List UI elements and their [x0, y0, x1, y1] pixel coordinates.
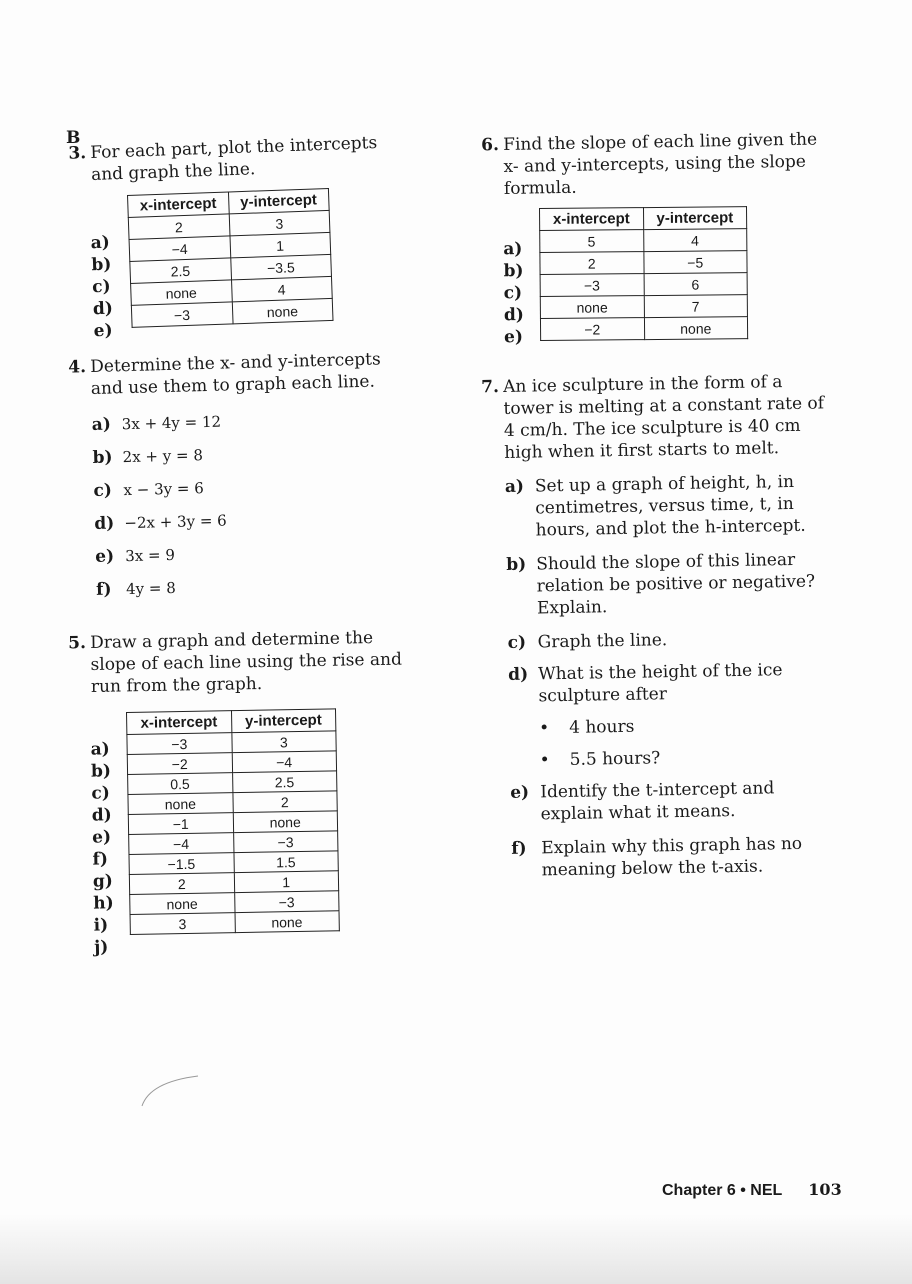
cell-x: −1	[128, 813, 233, 835]
cell-y: none	[232, 298, 333, 323]
cell-x: −1.5	[129, 853, 234, 875]
chapter-label: Chapter 6 • NEL	[662, 1182, 783, 1199]
cell-x: none	[128, 793, 233, 815]
cell-y: 3	[229, 210, 330, 235]
question-part	[505, 470, 836, 542]
question-part	[508, 658, 839, 708]
cell-y: −3.5	[230, 254, 331, 279]
cell-x: −2	[540, 318, 644, 341]
header-y: y-intercept	[231, 709, 336, 733]
part-text: What is the height of the ice sculpture after	[538, 660, 783, 707]
part-text: Should the slope of this linear relation be positive or negative? Explain.	[536, 549, 816, 619]
equation-item	[92, 406, 412, 436]
equation-item	[92, 439, 412, 469]
question-text: Determine the x- and y-intercepts and use them to graph each line.	[90, 349, 381, 399]
cell-x: none	[130, 893, 235, 915]
cell-y: 4	[231, 276, 332, 301]
page-shadow	[0, 1214, 912, 1284]
header-y: y-intercept	[228, 188, 329, 213]
question-7	[481, 370, 842, 882]
cell-y: none	[235, 911, 340, 933]
cell-y: 2	[232, 791, 337, 813]
question-3	[68, 131, 411, 186]
row-label: c)	[503, 283, 523, 304]
cell-y: none	[233, 811, 338, 833]
cell-x: −4	[129, 236, 230, 261]
question-number: 7.	[481, 377, 500, 398]
part-label: b)	[506, 554, 527, 575]
row-label: a)	[90, 739, 110, 760]
row-label: c)	[91, 783, 110, 804]
equation: x − 3y = 6	[123, 479, 204, 500]
question-text: For each part, plot the intercepts and graph the line.	[90, 132, 378, 185]
equation: 2x + y = 8	[122, 446, 204, 467]
part-label: c)	[507, 632, 527, 653]
part-text: Set up a graph of height, h, in centimetres, versus time, t, in hours, and plot the h-intercept.	[534, 471, 806, 541]
question-4	[68, 348, 416, 601]
table-row	[540, 251, 747, 275]
equation-item	[96, 571, 416, 601]
section-letter: B	[66, 128, 81, 148]
intercept-table	[126, 708, 340, 935]
row-label: a)	[90, 232, 111, 254]
row-labels	[90, 232, 114, 343]
equation-item	[94, 505, 414, 535]
question-part	[507, 626, 837, 654]
cell-y: −3	[234, 891, 339, 913]
equation-item	[95, 538, 415, 568]
row-label: j)	[93, 937, 109, 958]
cell-y: 7	[644, 295, 748, 318]
row-label: b)	[91, 254, 112, 276]
question-number: 6.	[481, 135, 500, 156]
item-label: f)	[95, 579, 112, 600]
cell-y: 6	[644, 273, 748, 296]
part-label: f)	[511, 838, 527, 859]
equation: −2x + 3y = 6	[124, 511, 227, 533]
part-text: Identify the t-intercept and explain what it means.	[540, 778, 775, 825]
cell-x: 2	[128, 214, 229, 239]
page-footer	[662, 1180, 842, 1200]
bullet-icon: •	[539, 750, 550, 771]
cell-y: 2.5	[232, 771, 337, 793]
cell-x: −3	[540, 274, 644, 297]
question-6	[481, 128, 824, 200]
cell-y: −4	[232, 751, 337, 773]
cell-x: −4	[129, 833, 234, 855]
row-label: b)	[503, 261, 524, 282]
header-x: x-intercept	[540, 208, 644, 231]
pencil-mark	[140, 1070, 210, 1110]
question-text: Find the slope of each line given the x- and y-intercepts, using the slope formula.	[503, 129, 818, 199]
item-label: b)	[92, 447, 113, 468]
cell-y: 3	[231, 731, 336, 753]
row-label: g)	[92, 871, 114, 892]
bullet-item	[509, 712, 839, 740]
cell-x: −3	[127, 733, 232, 755]
page-number: 103	[808, 1180, 842, 1199]
row-label: c)	[91, 276, 111, 298]
header-y: y-intercept	[643, 207, 747, 230]
cell-y: 1.5	[233, 851, 338, 873]
part-text: Graph the line.	[537, 630, 668, 653]
row-label: h)	[93, 893, 114, 914]
cell-x: −2	[127, 753, 232, 775]
cell-x: 3	[130, 913, 235, 935]
row-labels	[90, 738, 114, 958]
cell-x: 5	[540, 230, 644, 253]
question-3-table	[90, 188, 334, 342]
cell-x: 2	[540, 252, 644, 275]
cell-y: −5	[643, 251, 747, 274]
equation: 3x + 4y = 12	[121, 412, 222, 434]
question-text: Draw a graph and determine the slope of each line using the rise and run from the graph.	[90, 628, 403, 697]
row-labels	[503, 238, 524, 348]
cell-x: 2.5	[130, 258, 231, 283]
question-5	[68, 626, 421, 698]
question-text: An ice sculpture in the form of a tower is melting at a constant rate of 4 cm/h. The ice sculpture is 40 cm high when it first starts to melt.	[503, 372, 825, 463]
cell-x: 0.5	[128, 773, 233, 795]
bullet-text: 4 hours	[568, 716, 635, 738]
row-label: i)	[93, 915, 109, 936]
question-5-table	[90, 708, 340, 958]
item-label: d)	[94, 513, 115, 534]
question-part	[510, 776, 841, 826]
table-row	[130, 911, 339, 935]
item-label: e)	[94, 546, 115, 567]
intercept-table	[539, 206, 748, 341]
part-text: Explain why this graph has no meaning below the t-axis.	[541, 833, 803, 881]
table-row	[540, 295, 747, 319]
cell-y: none	[644, 317, 748, 340]
cell-y: −3	[233, 831, 338, 853]
cell-y: 4	[643, 229, 747, 252]
item-label: a)	[91, 414, 112, 435]
intercept-table	[127, 188, 334, 328]
part-label: a)	[504, 476, 525, 497]
table-row	[540, 229, 747, 253]
cell-x: none	[131, 280, 232, 305]
row-label: e)	[93, 320, 113, 342]
equation-item	[93, 472, 413, 502]
cell-x: 2	[129, 873, 234, 895]
part-label: e)	[510, 782, 530, 803]
equation: 4y = 8	[125, 578, 177, 599]
question-number: 3.	[68, 143, 87, 164]
equation: 3x = 9	[125, 545, 176, 566]
question-part	[511, 832, 842, 882]
table-row	[540, 273, 747, 297]
row-label: d)	[91, 805, 112, 826]
question-6-table	[503, 206, 748, 348]
bullet-item	[510, 744, 840, 772]
cell-x: none	[540, 296, 644, 319]
question-number: 4.	[68, 357, 87, 378]
question-number: 5.	[68, 633, 87, 654]
cell-x: −3	[131, 302, 232, 327]
cell-y: 1	[234, 871, 339, 893]
row-label: f)	[92, 849, 109, 870]
row-label: e)	[92, 827, 112, 848]
item-label: c)	[93, 480, 113, 501]
header-x: x-intercept	[127, 711, 232, 735]
bullet-text: 5.5 hours?	[569, 748, 661, 770]
question-part	[506, 548, 837, 620]
table-row	[540, 317, 747, 341]
row-label: e)	[504, 327, 524, 348]
bullet-icon: •	[538, 718, 550, 739]
row-label: d)	[503, 305, 524, 326]
row-label: b)	[90, 761, 112, 782]
cell-y: 1	[229, 232, 330, 257]
part-label: d)	[508, 664, 529, 685]
row-label: a)	[503, 239, 523, 260]
header-x: x-intercept	[128, 192, 229, 217]
row-label: d)	[92, 298, 114, 320]
